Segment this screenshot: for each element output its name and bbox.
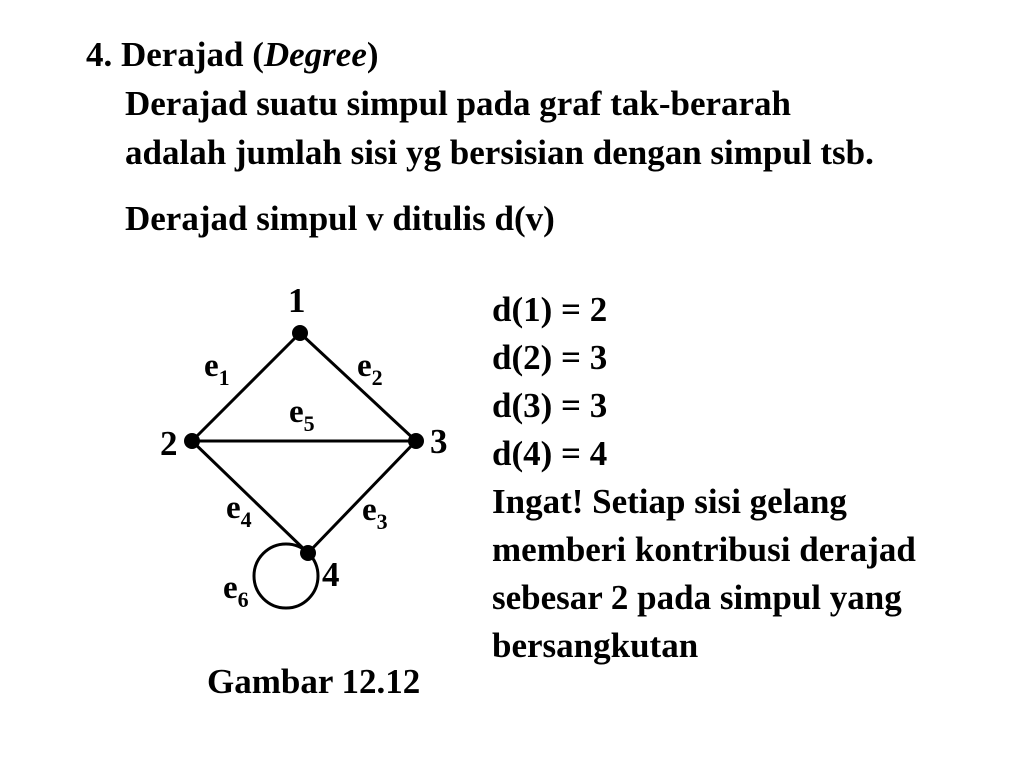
edge-label-e3 — [362, 492, 388, 534]
heading-title: Derajad — [121, 35, 244, 74]
heading-number: 4. — [86, 35, 113, 74]
edge-label-e5 — [289, 394, 315, 436]
edge-label-e3-letter: e — [362, 492, 377, 528]
heading-close-paren: ) — [366, 35, 379, 74]
notation-text: Derajad simpul v ditulis d(v) — [125, 199, 555, 238]
heading-open-paren: ( — [252, 35, 264, 74]
degree-item-3: d(3) = 3 — [492, 386, 608, 425]
definition-line-2: adalah jumlah sisi yg bersisian dengan simpul tsb. — [125, 133, 874, 172]
edge-label-e2 — [357, 348, 383, 390]
edge-e4 — [192, 441, 308, 553]
figure-caption: Gambar 12.12 — [207, 662, 421, 701]
degree-item-1: d(1) = 2 — [492, 290, 608, 329]
definition-line-1: Derajad suatu simpul pada graf tak-berarah — [125, 84, 792, 123]
edge-label-e4-sub: 4 — [240, 507, 252, 532]
note-line-4: bersangkutan — [492, 626, 699, 665]
edge-label-e5-sub: 5 — [303, 411, 315, 436]
note-line-1: Ingat! Setiap sisi gelang — [492, 482, 847, 521]
vertex-2 — [184, 433, 200, 449]
note-line-3: sebesar 2 pada simpul yang — [492, 578, 902, 617]
vertex-3 — [408, 433, 424, 449]
vertex-4 — [300, 545, 316, 561]
vertex-label-3: 3 — [430, 422, 448, 461]
degree-item-2: d(2) = 3 — [492, 338, 608, 377]
edge-label-e2-letter: e — [357, 348, 372, 384]
vertex-label-1: 1 — [288, 281, 306, 320]
edge-label-e6-sub: 6 — [237, 587, 249, 612]
edge-label-e1 — [204, 348, 230, 390]
edge-label-e2-sub: 2 — [371, 365, 383, 390]
edge-label-e1-letter: e — [204, 348, 219, 384]
note-line-2: memberi kontribusi derajad — [492, 530, 916, 569]
vertex-label-2: 2 — [160, 424, 178, 463]
edge-label-e6 — [223, 570, 249, 612]
edge-label-e3-sub: 3 — [376, 509, 388, 534]
edge-label-e5-letter: e — [289, 394, 304, 430]
edge-label-e6-letter: e — [223, 570, 238, 606]
vertex-label-4: 4 — [322, 555, 340, 594]
edge-label-e4-letter: e — [226, 490, 241, 526]
edge-label-e1-sub: 1 — [218, 365, 230, 390]
degree-item-4: d(4) = 4 — [492, 434, 608, 473]
heading-english: Degree — [263, 35, 367, 74]
vertex-1 — [292, 325, 308, 341]
